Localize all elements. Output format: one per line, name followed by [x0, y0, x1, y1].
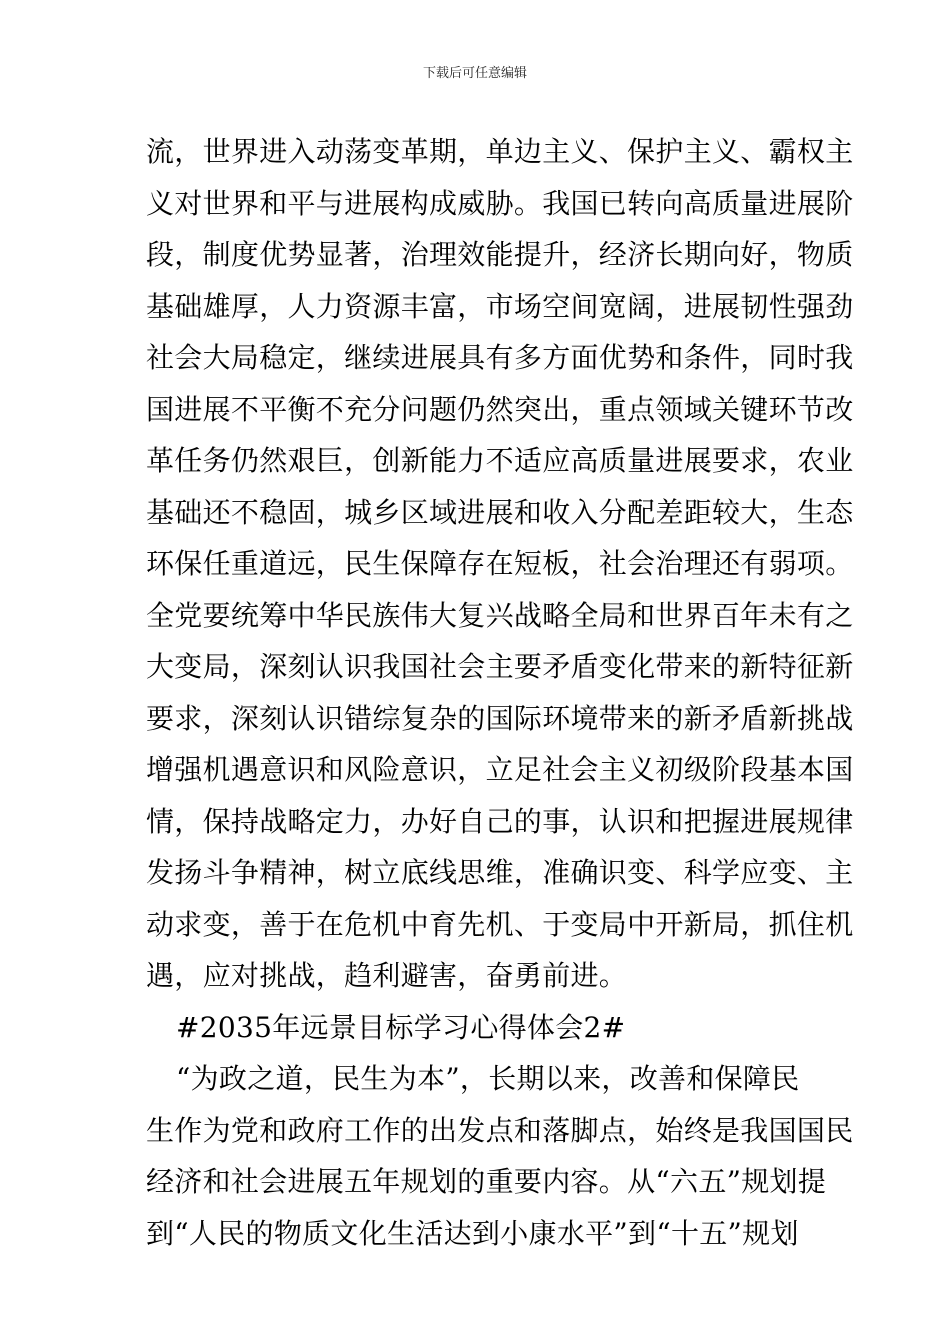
section-heading: #2035年远景目标学习心得体会2#: [176, 1011, 626, 1044]
text-line: 基础雄厚，人力资源丰富，市场空间宽阔，进展韧性强劲: [146, 290, 854, 323]
text-line: 要求，深刻认识错综复杂的国际环境带来的新矛盾新挑战: [146, 702, 854, 735]
text-line: 社会大局稳定，继续进展具有多方面优势和条件，同时我: [146, 341, 854, 374]
text-line: 义对世界和平与进展构成威胁。我国已转向高质量进展阶: [146, 187, 854, 220]
text-line: 到“人民的物质文化生活达到小康水平”到“十五”规划: [146, 1217, 799, 1250]
text-line: 基础还不稳固，城乡区域进展和收入分配差距较大，生态: [146, 496, 854, 529]
text-line: 经济和社会进展五年规划的重要内容。从“六五”规划提: [146, 1165, 827, 1198]
text-line: 遇，应对挑战，趋利避害，奋勇前进。: [146, 959, 628, 992]
text-line: 国进展不平衡不充分问题仍然突出，重点领域关键环节改: [146, 393, 854, 426]
page-header: 下载后可任意编辑: [422, 66, 527, 81]
text-line: 生作为党和政府工作的出发点和落脚点，始终是我国国民: [146, 1114, 854, 1147]
text-line: 动求变，善于在危机中育先机、于变局中开新局，抓住机: [146, 908, 854, 941]
text-line: 段，制度优势显著，治理效能提升，经济长期向好，物质: [146, 238, 854, 271]
text-line: 增强机遇意识和风险意识，立足社会主义初级阶段基本国: [146, 753, 854, 786]
text-line: 流，世界进入动荡变革期，单边主义、保护主义、霸权主: [146, 135, 854, 168]
text-line: 环保任重道远，民生保障存在短板，社会治理还有弱项。: [146, 547, 854, 580]
text-line: 革任务仍然艰巨，创新能力不适应高质量进展要求，农业: [146, 444, 854, 477]
text-line: “为政之道，民生为本”，长期以来，改善和保障民: [176, 1062, 800, 1095]
text-line: 情，保持战略定力，办好自己的事，认识和把握进展规律: [146, 805, 854, 838]
text-line: 大变局，深刻认识我国社会主要矛盾变化带来的新特征新: [146, 650, 854, 683]
text-line: 全党要统筹中华民族伟大复兴战略全局和世界百年未有之: [146, 599, 854, 632]
text-line: 发扬斗争精神，树立底线思维，准确识变、科学应变、主: [146, 856, 854, 889]
